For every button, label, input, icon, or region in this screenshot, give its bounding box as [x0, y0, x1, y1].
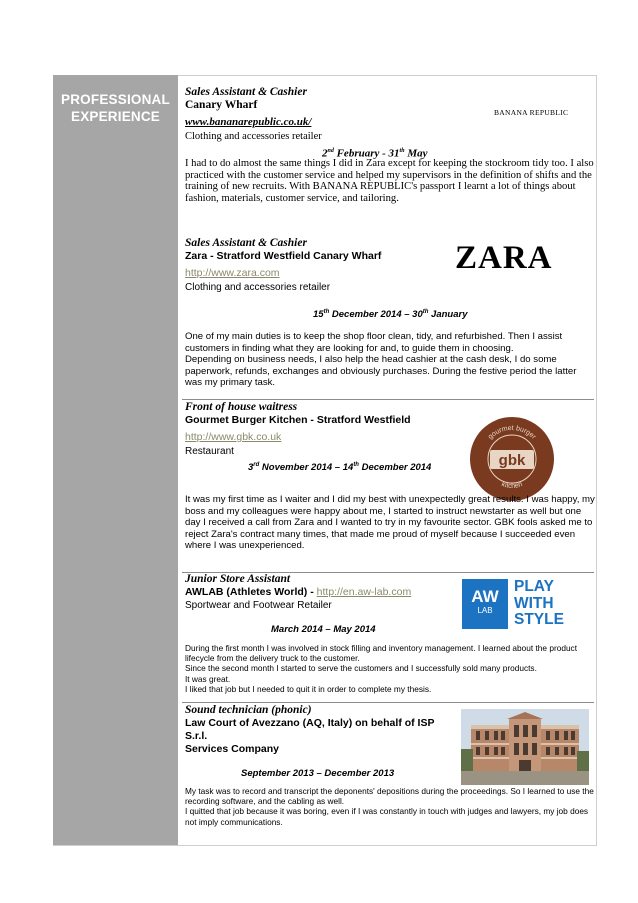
company-name: Zara - Stratford Westfield Canary Wharf — [185, 250, 382, 262]
job-dates: 2nd February - 31th May — [322, 147, 428, 160]
company-link[interactable]: http://www.zara.com — [185, 267, 280, 279]
job-role: Front of house waitress — [185, 401, 298, 413]
frame-border-right — [596, 75, 597, 845]
company-link[interactable]: www.bananarepublic.co.uk/ — [185, 116, 312, 128]
job-dates: 15th December 2014 – 30th January — [313, 309, 468, 321]
awlab-logo-box: AW LAB — [462, 579, 508, 629]
awlab-slogan: PLAY WITH STYLE — [514, 578, 564, 628]
company-name: Canary Wharf — [185, 99, 258, 111]
job-description: I had to do almost the same things I did in Zara except for keeping the stockroom tidy too. I also practiced with the customer service and helped my supervisors in the definition of shifts and the training of new recruits. With BANANA REPUBLIC's passport I learnt a lot of things about fashion, materials, customer service, and tailoring. — [185, 158, 594, 204]
industry: Restaurant — [185, 446, 234, 457]
job-dates: September 2013 – December 2013 — [241, 768, 395, 779]
banana-republic-logo: BANANA REPUBLIC — [494, 108, 569, 117]
svg-text:gbk: gbk — [498, 452, 526, 469]
entry-separator — [182, 399, 594, 400]
frame-border-bottom — [53, 845, 597, 846]
section-sidebar — [53, 75, 178, 845]
job-dates: 3rd November 2014 – 14th December 2014 — [248, 462, 432, 474]
zara-logo: ZARA — [455, 240, 553, 276]
industry: Clothing and accessories retailer — [185, 131, 322, 142]
company-link[interactable]: http://www.gbk.co.uk — [185, 431, 282, 443]
gbk-logo — [467, 414, 557, 504]
job-description: During the first month I was involved in stock filling and inventory management. I learned about the product lifecycle from the delivery truck to the customer. Since the second month I started to serve the customers and I successfully sold many products. It was great. I liked that job but I needed to quit it in order to complete my thesis. — [185, 643, 578, 694]
company-name: Gourmet Burger Kitchen - Stratford Westfield — [185, 414, 411, 426]
job-entry-awlab — [185, 573, 411, 612]
job-entry-gbk — [185, 401, 411, 458]
job-dates: March 2014 – May 2014 — [271, 624, 376, 635]
section-title: PROFESSIONAL EXPERIENCE — [61, 92, 170, 124]
svg-text:kitchen: kitchen — [500, 480, 524, 491]
job-role: Sales Assistant & Cashier — [185, 237, 307, 249]
job-description: One of my main duties is to keep the shop floor clean, tidy, and refurbished. Then I assist customers in finding what they are looking for and, to guide them in choosing. Depending on business needs, I also help the head cashier at the cash desk, I do some paperwork, refunds, exchanges and obviously purchases. During the festive period the latter was my primary task. — [185, 331, 577, 389]
job-entry-zara — [185, 237, 381, 294]
company-link[interactable]: http://en.aw-lab.com — [316, 586, 412, 598]
industry: Clothing and accessories retailer — [185, 282, 331, 293]
job-role: Sales Assistant & Cashier — [185, 86, 307, 98]
company-name: Law Court of Avezzano (AQ, Italy) on behalf of ISP S.r.l. Services Company — [185, 717, 435, 755]
frame-border-top — [178, 75, 596, 76]
entry-separator — [182, 702, 594, 703]
job-entry-banana-republic — [185, 86, 322, 143]
job-role: Sound technician (phonic) — [185, 704, 312, 716]
job-role: Junior Store Assistant — [185, 573, 291, 585]
job-description: It was my first time as I waiter and I did my best with unexpectedly great results. I was happy, my boss and my colleagues were happy about me, I started to instruct newstarter as well but one day I received a call from Zara and I wanted to try in my favourite sector. GBK fools asked me to reject Zara's contract many times, that made me proud of myself because I succeeded even where I was unexperienced. — [185, 494, 595, 552]
courthouse-photo — [461, 709, 589, 785]
svg-text:gourmet burger: gourmet burger — [487, 424, 537, 441]
company-name: AWLAB (Athletes World) - http://en.aw-lab.com — [185, 586, 412, 598]
industry: Sportwear and Footwear Retailer — [185, 600, 332, 611]
job-entry-law-court — [185, 704, 434, 756]
job-description: My task was to record and transcript the deponents' depositions during the proceedings. So I learned to use the recording software, and the cabling as well. I quitted that job because it was boring, even if I was constantly in touch with judges and lawyers, my job does not imply communications. — [185, 786, 594, 827]
